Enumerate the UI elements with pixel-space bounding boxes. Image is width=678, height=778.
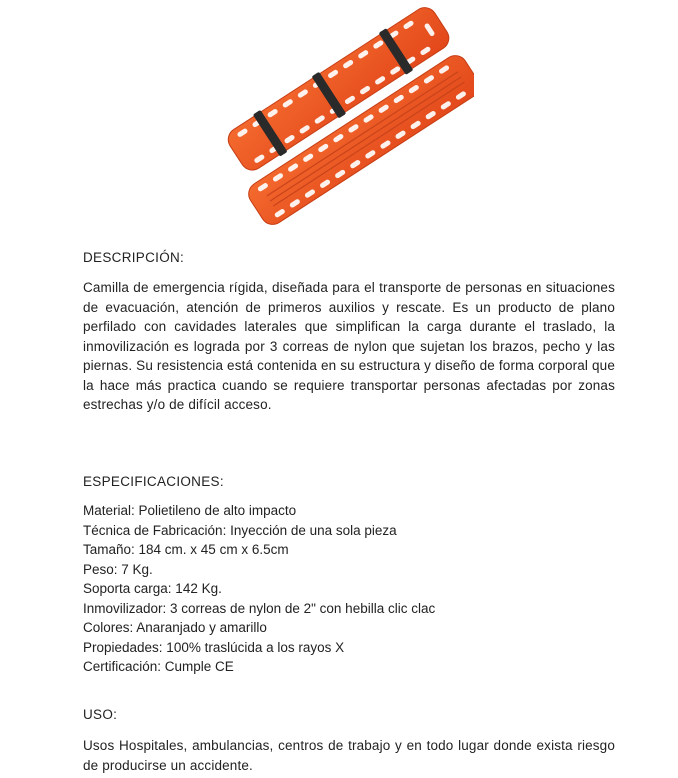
spec-item-size: Tamaño: 184 cm. x 45 cm x 6.5cm: [83, 542, 289, 557]
spec-item-load: Soporta carga: 142 Kg.: [83, 581, 222, 596]
usage-heading: USO:: [83, 707, 118, 722]
description-text: Camilla de emergencia rígida, diseñada para el transporte de personas en situaciones de evacuación, atención de primeros auxilios y rescate. Es un producto de plano perfilado con cavidades laterales que simplifican la carga durante el traslado, la inmovilización es lograda por 3 correas de nylon que sujetan los brazos, pecho y las piernas. Su resistencia está contenida en su estructura y diseño de forma corporal que la hace más practica cuando se requiere transportar personas afectadas por zonas estrechas y/o de difícil acceso.: [83, 280, 615, 412]
spec-item-material: Material: Polietileno de alto impacto: [83, 503, 297, 518]
spec-item-colors: Colores: Anaranjado y amarillo: [83, 620, 267, 635]
description-heading: DESCRIPCIÓN:: [83, 250, 185, 265]
spine-board-stretcher-image: [222, 0, 474, 230]
spec-item-properties: Propiedades: 100% traslúcida a los rayos X: [83, 639, 345, 655]
spec-item-immobilizer: Inmovilizador: 3 correas de nylon de 2" con hebilla clic clac: [83, 600, 436, 616]
specifications-list: [83, 501, 435, 677]
spec-item-certification: Certificación: Cumple CE: [83, 659, 234, 674]
specifications-heading: ESPECIFICACIONES:: [83, 474, 224, 489]
usage-text: Usos Hospitales, ambulancias, centros de trabajo y en todo lugar donde exista riesgo de producirse un accidente.: [83, 738, 615, 773]
spec-item-fabrication: Técnica de Fabricación: Inyección de una sola pieza: [83, 522, 397, 538]
spec-item-weight: Peso: 7 Kg.: [83, 561, 153, 577]
